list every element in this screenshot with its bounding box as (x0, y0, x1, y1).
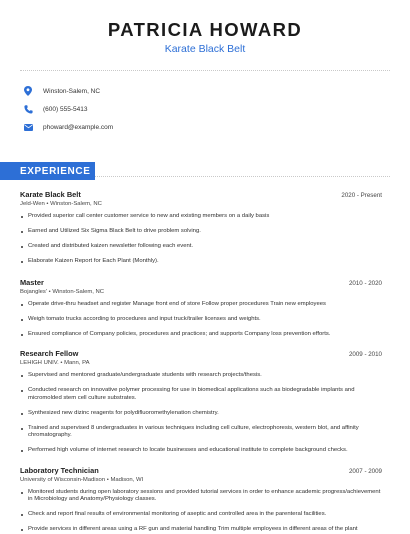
contact-phone (22, 100, 113, 118)
job-bullet: Weigh tomato trucks according to procedures and input truck/trailer licenses and weights. (20, 316, 382, 324)
job-title: Master (20, 277, 44, 287)
job-dates: 2007 - 2009 (348, 467, 382, 475)
contact-email-text: phoward@example.com (43, 123, 114, 131)
contact-location (22, 82, 113, 100)
job-bullet: Elaborate Kaizen Report for Each Plant (Monthly). (20, 258, 382, 266)
job-entry (20, 466, 382, 534)
contact-phone-text: (600) 555-5413 (43, 105, 88, 113)
job-bullet-list (20, 372, 382, 455)
job-entry (20, 278, 382, 339)
contact-email (22, 118, 113, 136)
candidate-name: PATRICIA HOWARD (107, 19, 303, 40)
job-entry (20, 190, 382, 266)
candidate-title: Karate Black Belt (164, 43, 246, 55)
contact-location-text: Winston-Salem, NC (43, 87, 101, 95)
job-dates: 2009 - 2010 (348, 351, 382, 359)
job-title: Karate Black Belt (20, 190, 81, 199)
job-bullet: Created and distributed kaizen newsletter following each event. (20, 243, 382, 251)
job-header (20, 278, 382, 287)
job-bullet: Conducted research on innovative polymer processing for use in biomedical applications such as biodegradable implants and micromolded stem cell culture substrates. (20, 387, 382, 402)
contact-list (22, 82, 113, 136)
job-title: Research Fellow (20, 349, 79, 359)
job-bullet: Check and report final results of environmental monitoring of aseptic and controlled area in the parenteral facilities. (20, 511, 382, 519)
job-title: Laboratory Technician (20, 465, 99, 475)
job-dates: 2020 - Present (341, 192, 382, 199)
job-bullet-list (20, 213, 382, 266)
email-icon (22, 121, 34, 133)
job-employer-location: Jeld-Wen • Winston-Salem, NC (20, 201, 102, 207)
experience-heading: EXPERIENCE (0, 162, 95, 180)
job-bullet: Performed high volume of internet research to locate businesses and educational institute to complete background checks. (20, 447, 382, 455)
job-bullet: Trained and supervised 8 undergraduates in various techniques including cell culture, electrophoresis, western blot, and affinity chromatography. (20, 425, 382, 440)
job-employer-location: University of Wisconsin-Madison • Madison, WI (20, 476, 144, 483)
job-bullet: Provided superior call center customer service to new and existing members on a daily basis (20, 213, 382, 221)
job-bullet: Earned and Utilized Six Sigma Black Belt to drive problem solving. (20, 228, 382, 236)
job-entry (20, 349, 382, 455)
location-pin-icon (22, 85, 34, 97)
job-bullet: Synthesized new dizinc reagents for polydifluoromethylenation chemistry. (20, 410, 382, 418)
job-header (20, 190, 382, 199)
job-bullet: Operate drive-thru headset and register Manage front end of store Follow proper procedures Train new employees (20, 301, 382, 309)
job-header (20, 466, 382, 475)
job-bullet-list (20, 301, 382, 339)
job-bullet: Provide services in different areas using a RF gun and material handling Trim multiple employees in different areas of the plant (20, 526, 382, 534)
job-employer-location: Bojangles' • Winston-Salem, NC (20, 288, 105, 295)
experience-divider (95, 176, 390, 177)
job-bullet: Ensured compliance of Company policies, procedures and practices; and supports Company loss prevention efforts. (20, 331, 382, 339)
header-divider (20, 70, 390, 71)
phone-icon (22, 103, 34, 115)
job-header (20, 349, 382, 358)
job-bullet: Supervised and mentored graduate/undergraduate students with research projects/thesis. (20, 372, 382, 380)
resume-header (0, 19, 410, 56)
job-dates: 2010 - 2020 (348, 279, 382, 287)
job-employer-location: LEHIGH UNIV. • Mann, PA (20, 360, 90, 367)
job-bullet-list (20, 489, 382, 534)
experience-list (20, 190, 382, 534)
job-bullet: Monitored students during open laboratory sessions and provided tutorial services in order to enhance academic progress/achievement in Microbiology and Anatomy/Physiology classes. (20, 489, 382, 504)
